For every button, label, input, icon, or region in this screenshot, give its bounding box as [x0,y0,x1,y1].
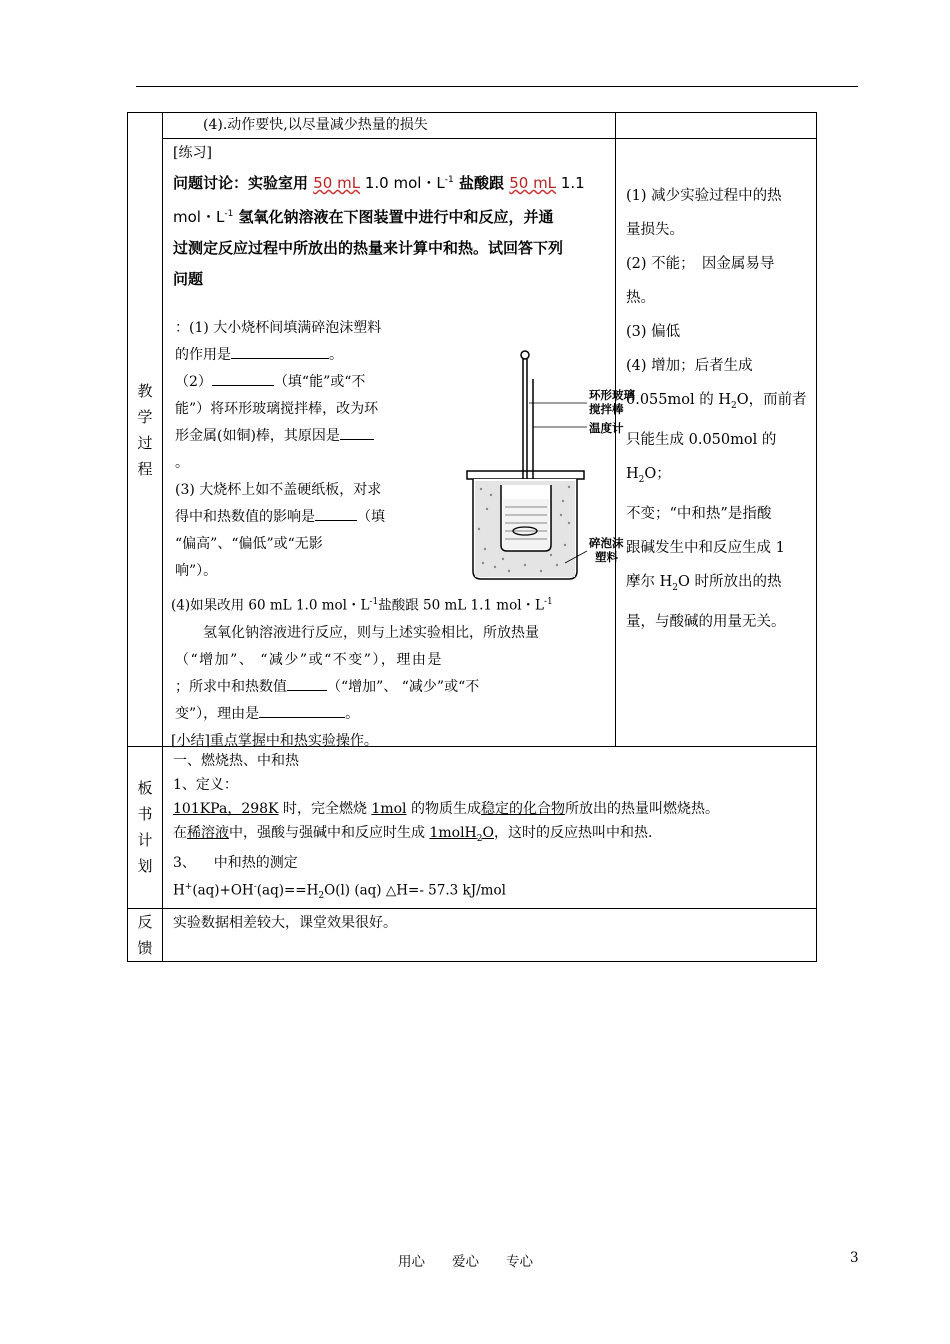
feedback-cell: 实验数据相差较大，课堂效果很好。 [163,908,817,961]
answers-cell: (1) 减少实验过程中的热 量损失。 (2) 不能； 因金属易导 热。 (3) 偏低 (4) 增加；后者生成 0.055mol 的 $H_2O$，而前者 只能生成 0.050mol 的 $H_2O$； 不变；“中和热”是指酸 跟碱发生中和反应生成 1 摩尔 $H_2O$ 时所放出的热 量，与酸碱的用量无关。 [616,139,817,747]
label-stirrer-line2: 搅拌棒 [589,402,624,416]
problem-statement: 问题讨论：实验室用 50 mL 1.0 mol・$L^{-1}$ 盐酸跟 50 mL 1.1 mol・$L^{-1}$ 氢氧化钠溶液在下图装置中进行中和反应，并通 过测定反应过程中所放出的热量来计算中和热。试回答下列 问题 [173,174,585,288]
label-thermometer: 温度计 [589,421,624,435]
feedback-label: 反 馈 [128,908,163,961]
process-label: 教 学 过 程 [128,113,163,747]
exercise-cell [163,139,635,749]
exercise-tag: [练习] [173,145,212,161]
label-stirrer-line1: 环形玻璃 [589,388,635,402]
label-foam-line1: 碎泡沫 [589,536,624,550]
lesson-table [127,112,817,962]
header-rule [136,86,858,87]
question-4: (4)如果改用 60 mL 1.0 mol・$L^{-1}$盐酸跟 50 mL 1.1 mol・$L^{-1}$ 氢氧化钠溶液进行反应，则与上述实验相比，所放热量 （“增加”、 “减少”或“不变”），理由是 ；所求中和热数值 （“增加”、 “减少”或“不 变”），理由是 。 [小结]重点掌握中和热实验操作。 [163,589,615,755]
footer-motto: 用心 爱心 专心 [398,1254,533,1270]
calorimeter-figure [465,339,653,589]
page-number: 3 [850,1250,859,1266]
label-foam-line2: 塑料 [595,550,618,564]
questions-1-3: ：(1) 大小烧杯间填满碎泡沫塑料 的作用是 。 （2） （填“能”或“不 能”）将环形玻璃搅拌棒，改为环 形金属(如铜)棒，其原因是 。 (3) 大烧杯上如不盖硬纸板，对求 得中和热数值的影响是 （填 “偏高”、“偏低”或“无影 响”）。 [175,320,385,579]
board-plan-cell: 一、燃烧热、中和热 1、定义： 101KPa，298K 时，完全燃烧 1mol 的物质生成稳定的化合物所放出的热量叫燃烧热。 在稀溶液中，强酸与强碱中和反应时生成 1molH$_2$O，这时的反应热叫中和热. 3、 中和热的测定 $H^+(aq)+OH^-(aq)==H_2O(l)$ (aq) △H=- 57.3 kJ/mol [163,747,817,909]
process-top-line: (4).动作要快,以尽量减少热量的损失 [163,113,616,139]
board-label: 板 书 计 划 [128,747,163,909]
summary-line: [小结]重点掌握中和热实验操作。 [171,732,378,749]
